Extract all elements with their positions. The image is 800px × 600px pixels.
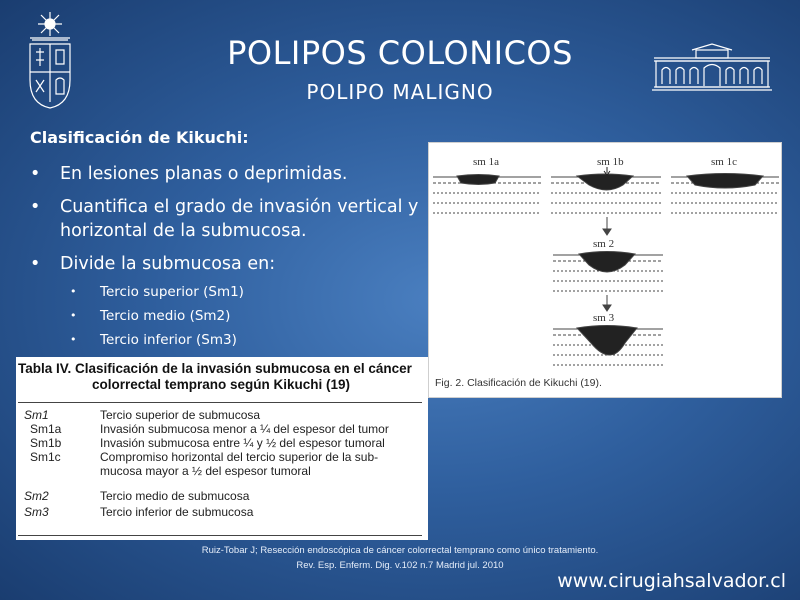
figure-caption: Fig. 2. Clasificación de Kikuchi (19).: [435, 377, 602, 389]
bullet-item: [30, 252, 420, 276]
table-title: [18, 361, 424, 393]
section-heading: Clasificación de Kikuchi:: [30, 128, 249, 147]
reference-line2: Rev. Esp. Enferm. Dig. v.102 n.7 Madrid jul. 2010: [296, 560, 504, 571]
table-row-key: Sm3: [24, 505, 49, 519]
table-row-value: Invasión submucosa menor a ¼ del espesor del tumor: [100, 422, 389, 436]
table-divider: [18, 535, 422, 536]
sub-bullet-text: Tercio superior (Sm1): [100, 284, 244, 300]
sub-bullet-item: [70, 283, 390, 301]
reference-citation: [0, 543, 800, 573]
diagram-sm1b: [551, 167, 661, 213]
sub-bullet-item: [70, 331, 390, 349]
bullet-item: [30, 195, 420, 243]
table-row-value: Compromiso horizontal del tercio superior de la sub-: [100, 450, 379, 464]
kikuchi-table: [16, 357, 428, 540]
kikuchi-classification-figure: [428, 142, 782, 398]
diagram-sm3: [553, 326, 663, 366]
table-row-key: Sm1: [24, 408, 49, 422]
website-link[interactable]: www.cirugiahsalvador.cl: [557, 570, 786, 592]
diagram-label-sm1c: sm 1c: [711, 156, 737, 168]
table-row-key: Sm1a: [30, 422, 62, 436]
bullet-text: Divide la submucosa en:: [60, 254, 276, 274]
table-row-value: Tercio medio de submucosa: [100, 489, 250, 503]
bullet-list: [30, 162, 420, 285]
diagram-label-sm2: sm 2: [593, 238, 615, 250]
slide-title: POLIPOS COLONICOS: [227, 34, 573, 72]
bullet-dot-icon: •: [70, 309, 77, 322]
bullet-dot-icon: •: [70, 285, 77, 298]
diagram-sm1a: [433, 175, 541, 214]
table-title-line1: Tabla IV. Clasificación de la invasión submucosa en el cáncer: [18, 361, 412, 376]
sub-bullet-list: [70, 283, 390, 355]
bullet-dot-icon: •: [30, 254, 41, 274]
bullet-dot-icon: •: [70, 333, 77, 346]
diagram-label-sm3: sm 3: [593, 312, 615, 324]
table-row-value: Tercio inferior de submucosa: [100, 505, 254, 519]
table-divider: [18, 402, 422, 403]
table-row-key: Sm1b: [30, 436, 62, 450]
table-row-key: Sm2: [24, 489, 49, 503]
table-row-value: mucosa mayor a ½ del espesor tumoral: [100, 464, 311, 478]
bullet-item: [30, 162, 420, 186]
sub-bullet-text: Tercio inferior (Sm3): [100, 332, 237, 348]
diagram-label-sm1a: sm 1a: [473, 156, 499, 168]
bullet-text: Cuantifica el grado de invasión vertical y horizontal de la submucosa.: [60, 197, 419, 241]
diagram-sm2: [553, 252, 663, 292]
bullet-text: En lesiones planas o deprimidas.: [60, 164, 348, 184]
sub-bullet-text: Tercio medio (Sm2): [100, 308, 231, 324]
reference-line1: Ruiz-Tobar J; Resección endoscópica de cáncer colorrectal temprano como único tratamiento.: [201, 545, 599, 556]
diagram-label-sm1b: sm 1b: [597, 156, 624, 168]
sub-bullet-item: [70, 307, 390, 325]
table-row-key: Sm1c: [30, 450, 61, 464]
slide-subtitle: POLIPO MALIGNO: [306, 80, 494, 104]
table-title-line2: colorrectal temprano según Kikuchi (19): [91, 377, 351, 392]
diagram-sm1c: [671, 174, 779, 214]
table-row-value: Invasión submucosa entre ¼ y ½ del espesor tumoral: [100, 436, 385, 450]
bullet-dot-icon: •: [30, 197, 41, 217]
kikuchi-diagram: [429, 143, 783, 399]
table-row-value: Tercio superior de submucosa: [100, 408, 261, 422]
bullet-dot-icon: •: [30, 164, 41, 184]
